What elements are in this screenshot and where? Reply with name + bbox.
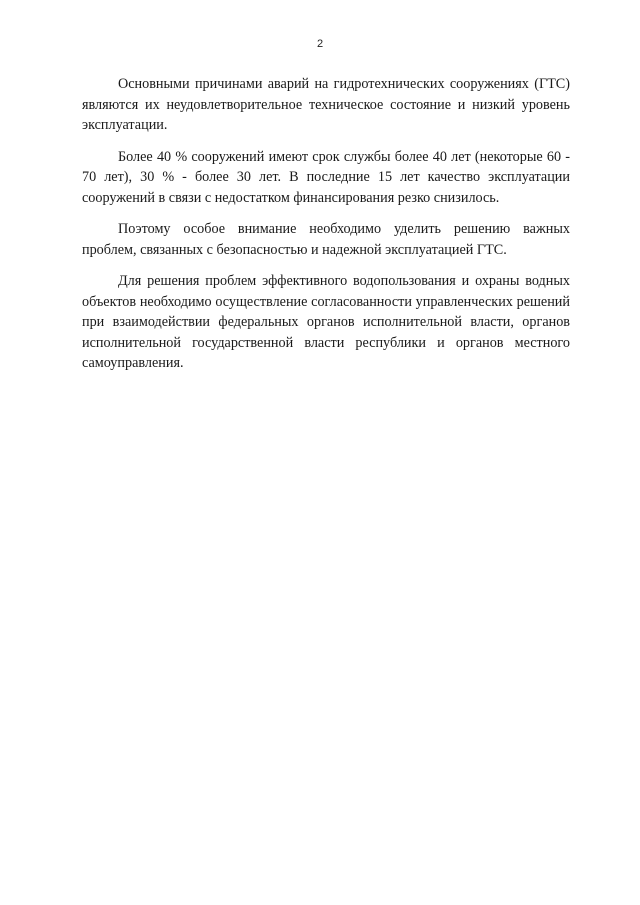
document-body (82, 74, 570, 385)
paragraph-service-life: Более 40 % сооружений имеют срок службы более 40 лет (некоторые 60 - 70 лет), 30 % - более 30 лет. В последние 15 лет качество эксплуатации сооружений в связи с недостатком финансирования резко снизилось. (82, 148, 570, 206)
page-number: 2 (316, 38, 324, 50)
paragraph-water-management: Для решения проблем эффективного водопользования и охраны водных объектов необходимо осуществление согласованности управленческих решений при взаимодействии федеральных органов исполнительной власти, органов исполнительной государственной власти республики и органов местного самоуправления. (82, 273, 570, 371)
paragraph-safety-attention: Поэтому особое внимание необходимо уделить решению важных проблем, связанных с безопасностью и надежной эксплуатацией ГТС. (82, 221, 570, 258)
paragraph-accident-causes: Основными причинами аварий на гидротехнических сооружениях (ГТС) являются их неудовлетворительное техническое состояние и низкий уровень эксплуатации. (82, 76, 570, 133)
